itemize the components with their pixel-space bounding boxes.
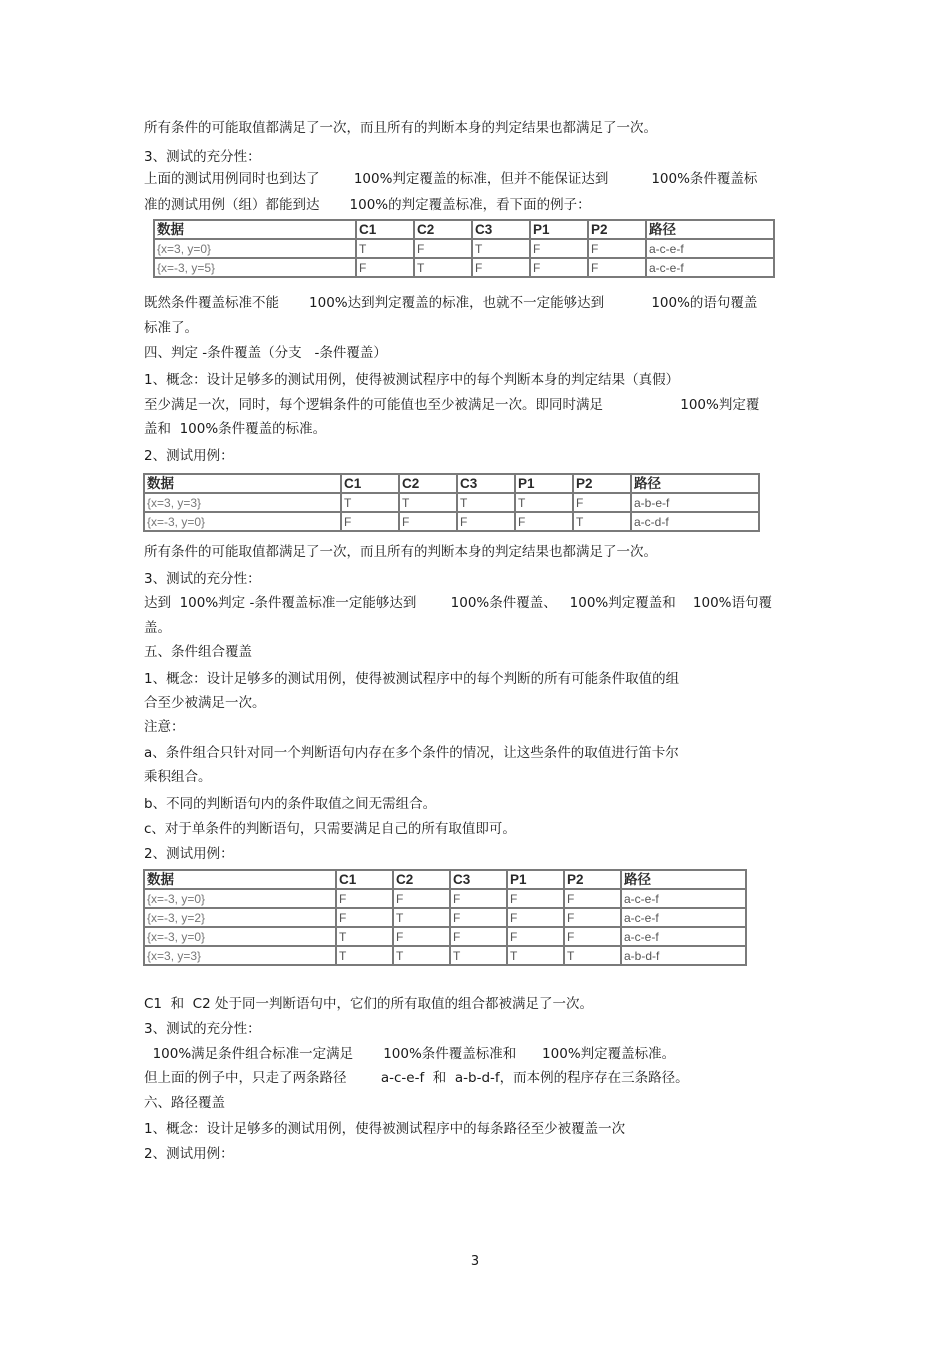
table-row	[144, 946, 746, 965]
table-header-row	[144, 870, 746, 889]
section-heading: 六、路径覆盖	[144, 1095, 225, 1111]
table-cell: T	[336, 946, 393, 965]
table-cell: T	[573, 512, 631, 531]
table-cell: F	[530, 239, 588, 258]
para-line: 但上面的例子中，只走了两条路径 a-c-e-f 和 a-b-d-f，而本例的程序存在三条路径。	[144, 1070, 689, 1086]
para-line: 达到 100%判定 -条件覆盖标准一定能够达到 100%条件覆盖、 100%判定覆盖和 100%语句覆	[144, 595, 772, 611]
header-cell: 数据	[144, 474, 341, 493]
para-line: 乘积组合。	[144, 769, 212, 785]
table-cell: F	[393, 889, 450, 908]
table-cell: F	[573, 493, 631, 512]
table-cell: F	[393, 927, 450, 946]
header-cell: 路径	[621, 870, 746, 889]
table-cell: a-c-e-f	[621, 889, 746, 908]
table-cell: T	[414, 258, 472, 277]
table-cell: F	[414, 239, 472, 258]
para-line: 所有条件的可能取值都满足了一次，而且所有的判断本身的判定结果也都满足了一次。	[144, 120, 657, 136]
table-row	[154, 258, 774, 277]
table-cell: F	[450, 889, 507, 908]
para-line: 合至少被满足一次。	[144, 695, 266, 711]
para-line: a、条件组合只针对同一个判断语句内存在多个条件的情况，让这些条件的取值进行笛卡尔	[144, 745, 679, 761]
table-cell: F	[564, 889, 621, 908]
table-cell: F	[450, 927, 507, 946]
header-cell: C2	[399, 474, 457, 493]
table-cell: T	[336, 927, 393, 946]
table-cell: T	[393, 908, 450, 927]
para-line: 盖和 100%条件覆盖的标准。	[144, 421, 327, 437]
para-line: 100%满足条件组合标准一定满足 100%条件覆盖标准和 100%判定覆盖标准。	[144, 1046, 676, 1062]
header-cell: P1	[507, 870, 564, 889]
table-cell: F	[515, 512, 573, 531]
table-row	[144, 908, 746, 927]
table-condition-combination-cases	[143, 869, 747, 966]
para-line: 1、概念：设计足够多的测试用例，使得被测试程序中的每条路径至少被覆盖一次	[144, 1121, 626, 1137]
header-cell: C3	[450, 870, 507, 889]
para-line: 准的测试用例（组）都能到达 100%的判定覆盖标准，看下面的例子：	[144, 197, 591, 213]
header-cell: C2	[414, 220, 472, 239]
table-cell: a-c-e-f	[621, 908, 746, 927]
table-cell: F	[564, 908, 621, 927]
table-cell: F	[588, 258, 646, 277]
header-cell: C3	[457, 474, 515, 493]
header-cell: C1	[341, 474, 399, 493]
section-heading: 五、条件组合覆盖	[144, 644, 252, 660]
para-line: 标准了。	[144, 320, 198, 336]
section-heading: 3、测试的充分性：	[144, 571, 261, 587]
para-line: C1 和 C2 处于同一判断语句中，它们的所有取值的组合都被满足了一次。	[144, 996, 593, 1012]
table-cell: F	[457, 512, 515, 531]
section-heading: 2、测试用例：	[144, 846, 234, 862]
header-cell: P2	[588, 220, 646, 239]
table-row	[144, 512, 759, 531]
table-header-row	[154, 220, 774, 239]
para-line: 所有条件的可能取值都满足了一次，而且所有的判断本身的判定结果也都满足了一次。	[144, 544, 657, 560]
table-cell: {x=-3, y=0}	[144, 889, 336, 908]
header-cell: P2	[564, 870, 621, 889]
table-cell: a-b-e-f	[631, 493, 759, 512]
para-line: b、不同的判断语句内的条件取值之间无需组合。	[144, 796, 437, 812]
table-header-row	[144, 474, 759, 493]
table-cell: F	[507, 927, 564, 946]
table-condition-coverage-example	[153, 219, 775, 278]
table-cell: {x=-3, y=5}	[154, 258, 356, 277]
table-cell: T	[399, 493, 457, 512]
section-heading: 2、测试用例：	[144, 1146, 234, 1162]
table-cell: T	[472, 239, 530, 258]
table-cell: {x=3, y=3}	[144, 493, 341, 512]
table-cell: T	[515, 493, 573, 512]
table-cell: {x=-3, y=0}	[144, 927, 336, 946]
table-cell: {x=3, y=0}	[154, 239, 356, 258]
section-heading: 2、测试用例：	[144, 448, 234, 464]
para-line: 上面的测试用例同时也到达了 100%判定覆盖的标准，但并不能保证达到 100%条件覆盖标	[144, 171, 758, 187]
header-cell: C1	[336, 870, 393, 889]
para-line: 至少满足一次，同时，每个逻辑条件的可能值也至少被满足一次。即同时满足 100%判定覆	[144, 397, 760, 413]
table-cell: T	[341, 493, 399, 512]
section-heading: 3、测试的充分性：	[144, 149, 261, 165]
table-cell: F	[341, 512, 399, 531]
table-cell: T	[356, 239, 414, 258]
table-cell: T	[393, 946, 450, 965]
table-cell: a-c-e-f	[621, 927, 746, 946]
table-cell: F	[564, 927, 621, 946]
table-cell: {x=-3, y=0}	[144, 512, 341, 531]
table-cell: F	[472, 258, 530, 277]
table-cell: F	[399, 512, 457, 531]
header-cell: C2	[393, 870, 450, 889]
para-line: 1、概念：设计足够多的测试用例，使得被测试程序中的每个判断的所有可能条件取值的组	[144, 671, 680, 687]
table-cell: a-c-d-f	[631, 512, 759, 531]
section-heading: 3、测试的充分性：	[144, 1021, 261, 1037]
table-cell: F	[336, 889, 393, 908]
header-cell: 路径	[631, 474, 759, 493]
header-cell: 数据	[154, 220, 356, 239]
table-cell: a-c-e-f	[646, 258, 774, 277]
para-line: 注意：	[144, 719, 185, 735]
table-cell: F	[507, 889, 564, 908]
table-cell: a-c-e-f	[646, 239, 774, 258]
table-row	[154, 239, 774, 258]
header-cell: P1	[515, 474, 573, 493]
table-row	[144, 927, 746, 946]
table-cell: a-b-d-f	[621, 946, 746, 965]
table-row	[144, 493, 759, 512]
table-cell: F	[530, 258, 588, 277]
header-cell: C1	[356, 220, 414, 239]
table-cell: T	[457, 493, 515, 512]
para-line: c、对于单条件的判断语句，只需要满足自己的所有取值即可。	[144, 821, 516, 837]
page-number: 3	[470, 1254, 480, 1269]
header-cell: C3	[472, 220, 530, 239]
table-decision-condition-cases	[143, 473, 760, 532]
table-cell: F	[450, 908, 507, 927]
table-cell: T	[564, 946, 621, 965]
table-cell: F	[507, 908, 564, 927]
table-cell: F	[336, 908, 393, 927]
table-cell: F	[356, 258, 414, 277]
table-cell: T	[450, 946, 507, 965]
para-line: 既然条件覆盖标准不能 100%达到判定覆盖的标准，也就不一定能够达到 100%的语句覆盖	[144, 295, 758, 311]
para-line: 1、概念：设计足够多的测试用例，使得被测试程序中的每个判断本身的判定结果（真假）	[144, 372, 680, 388]
header-cell: 路径	[646, 220, 774, 239]
table-cell: {x=-3, y=2}	[144, 908, 336, 927]
header-cell: 数据	[144, 870, 336, 889]
table-cell: F	[588, 239, 646, 258]
header-cell: P1	[530, 220, 588, 239]
para-line: 盖。	[144, 620, 171, 636]
table-cell: T	[507, 946, 564, 965]
section-heading: 四、判定 -条件覆盖（分支 -条件覆盖）	[144, 345, 387, 361]
table-row	[144, 889, 746, 908]
header-cell: P2	[573, 474, 631, 493]
table-cell: {x=3, y=3}	[144, 946, 336, 965]
